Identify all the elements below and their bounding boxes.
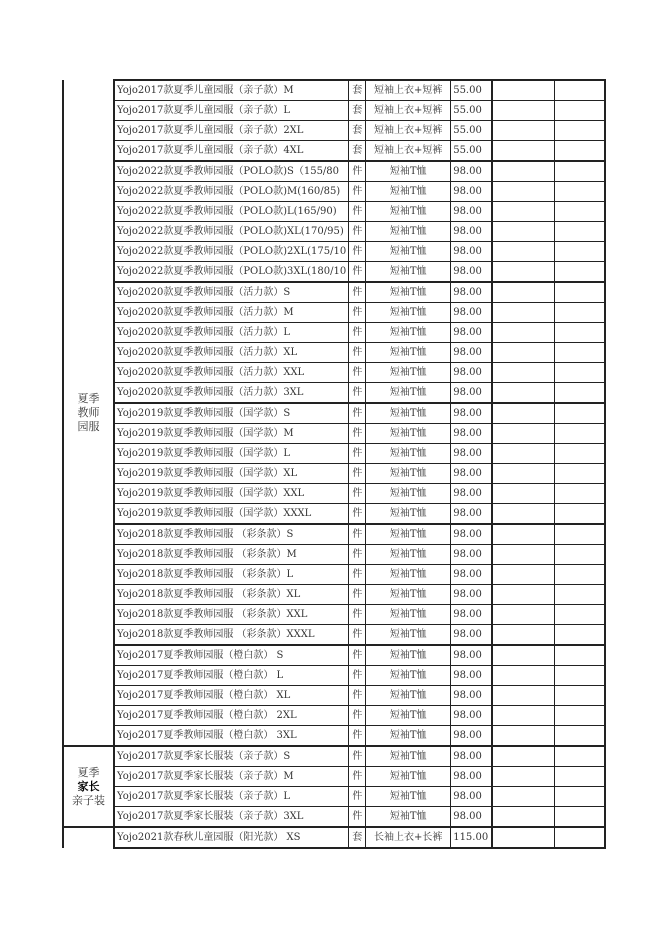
- product-type: 短袖T恤: [366, 383, 451, 404]
- product-type: 短袖T恤: [366, 161, 451, 182]
- price: 98.00: [451, 625, 492, 646]
- product-name: Yojo2017夏季教师园服（橙白款） S: [114, 645, 349, 666]
- product-type: 短袖T恤: [366, 464, 451, 484]
- empty-cell: [492, 222, 555, 242]
- table-row: [63, 282, 605, 303]
- product-type: 短袖T恤: [366, 242, 451, 262]
- product-name: Yojo2017夏季教师园服（橙白款） 2XL: [114, 706, 349, 726]
- product-name: Yojo2019款夏季教师园服（国学款）S: [114, 403, 349, 424]
- product-name: Yojo2018款夏季教师园服 （彩条款）XXL: [114, 605, 349, 625]
- empty-cell: [555, 121, 605, 141]
- unit: 套: [349, 80, 366, 101]
- price: 98.00: [451, 585, 492, 605]
- empty-cell: [555, 787, 605, 807]
- empty-cell: [555, 625, 605, 646]
- product-name: Yojo2017款夏季家长服装（亲子款）3XL: [114, 807, 349, 828]
- category-label: 夏季: [77, 765, 100, 779]
- table-row: [63, 585, 605, 605]
- empty-cell: [492, 464, 555, 484]
- table-row: [63, 545, 605, 565]
- product-name: Yojo2017夏季教师园服（橙白款） L: [114, 666, 349, 686]
- product-type: 短袖T恤: [366, 303, 451, 323]
- table-row: [63, 121, 605, 141]
- empty-cell: [555, 424, 605, 444]
- price: 55.00: [451, 80, 492, 101]
- empty-cell: [555, 767, 605, 787]
- unit: 件: [349, 484, 366, 504]
- product-name: Yojo2022款夏季教师园服（POLO款)3XL(180/10: [114, 262, 349, 283]
- table-row: [63, 424, 605, 444]
- product-name: Yojo2022款夏季教师园服（POLO款)S（155/80: [114, 161, 349, 182]
- unit: 件: [349, 202, 366, 222]
- empty-cell: [492, 161, 555, 182]
- price: 98.00: [451, 504, 492, 525]
- unit: 件: [349, 706, 366, 726]
- empty-cell: [492, 80, 555, 101]
- empty-cell: [492, 827, 555, 848]
- price: 98.00: [451, 706, 492, 726]
- price: 98.00: [451, 787, 492, 807]
- product-type: 短袖T恤: [366, 625, 451, 646]
- price: 98.00: [451, 686, 492, 706]
- product-type: 短袖上衣+短裤: [366, 80, 451, 101]
- table-row: [63, 807, 605, 828]
- empty-cell: [492, 303, 555, 323]
- table-row: [63, 101, 605, 121]
- table-row: [63, 444, 605, 464]
- price: 98.00: [451, 303, 492, 323]
- price: 98.00: [451, 444, 492, 464]
- price: 98.00: [451, 343, 492, 363]
- empty-cell: [492, 323, 555, 343]
- price: 98.00: [451, 403, 492, 424]
- price: 98.00: [451, 161, 492, 182]
- table-row: [63, 141, 605, 162]
- product-name: Yojo2022款夏季教师园服（POLO款)M(160/85): [114, 182, 349, 202]
- unit: 件: [349, 767, 366, 787]
- table-row: [63, 323, 605, 343]
- empty-cell: [555, 464, 605, 484]
- unit: 件: [349, 444, 366, 464]
- empty-cell: [555, 645, 605, 666]
- product-type: 短袖T恤: [366, 545, 451, 565]
- price: 98.00: [451, 262, 492, 283]
- price: 98.00: [451, 464, 492, 484]
- price: 98.00: [451, 565, 492, 585]
- empty-cell: [492, 545, 555, 565]
- empty-cell: [492, 746, 555, 767]
- price: 98.00: [451, 726, 492, 747]
- table-row: [63, 403, 605, 424]
- product-name: Yojo2017款夏季家长服装（亲子款）M: [114, 767, 349, 787]
- empty-cell: [492, 565, 555, 585]
- empty-cell: [492, 242, 555, 262]
- product-name: Yojo2019款夏季教师园服（国学款）XL: [114, 464, 349, 484]
- empty-cell: [555, 827, 605, 848]
- empty-cell: [555, 383, 605, 404]
- empty-cell: [555, 484, 605, 504]
- product-name: Yojo2020款夏季教师园服（活力款）3XL: [114, 383, 349, 404]
- category-cell: [63, 80, 114, 746]
- product-type: 短袖T恤: [366, 444, 451, 464]
- unit: 件: [349, 383, 366, 404]
- product-name: Yojo2017款夏季儿童园服（亲子款）4XL: [114, 141, 349, 162]
- price: 98.00: [451, 767, 492, 787]
- empty-cell: [555, 726, 605, 747]
- table-row: [63, 645, 605, 666]
- unit: 件: [349, 666, 366, 686]
- product-name: Yojo2017款夏季儿童园服（亲子款）M: [114, 80, 349, 101]
- table-row: [63, 767, 605, 787]
- empty-cell: [492, 706, 555, 726]
- empty-cell: [492, 202, 555, 222]
- product-type: 短袖T恤: [366, 767, 451, 787]
- empty-cell: [492, 585, 555, 605]
- price: 98.00: [451, 645, 492, 666]
- empty-cell: [555, 222, 605, 242]
- product-name: Yojo2018款夏季教师园服 （彩条款）M: [114, 545, 349, 565]
- unit: 件: [349, 787, 366, 807]
- empty-cell: [555, 262, 605, 283]
- product-type: 短袖T恤: [366, 403, 451, 424]
- category-cell: [63, 827, 114, 848]
- empty-cell: [492, 363, 555, 383]
- empty-cell: [555, 706, 605, 726]
- empty-cell: [492, 343, 555, 363]
- table-row: [63, 464, 605, 484]
- product-name: Yojo2017款夏季儿童园服（亲子款）L: [114, 101, 349, 121]
- empty-cell: [492, 807, 555, 828]
- table-row: [63, 80, 605, 101]
- empty-cell: [555, 282, 605, 303]
- product-name: Yojo2019款夏季教师园服（国学款）M: [114, 424, 349, 444]
- empty-cell: [555, 444, 605, 464]
- table-row: [63, 666, 605, 686]
- product-type: 短袖T恤: [366, 807, 451, 828]
- product-type: 短袖T恤: [366, 424, 451, 444]
- product-name: Yojo2022款夏季教师园服（POLO款)2XL(175/10: [114, 242, 349, 262]
- price: 98.00: [451, 807, 492, 828]
- product-type: 短袖T恤: [366, 182, 451, 202]
- category-label: 家长: [77, 779, 100, 793]
- product-name: Yojo2022款夏季教师园服（POLO款)XL(170/95): [114, 222, 349, 242]
- price: 115.00: [451, 827, 492, 848]
- table-row: [63, 827, 605, 848]
- product-name: Yojo2019款夏季教师园服（国学款）XXL: [114, 484, 349, 504]
- unit: 件: [349, 565, 366, 585]
- empty-cell: [555, 585, 605, 605]
- product-name: Yojo2021款春秋儿童园服（阳光款） XS: [114, 827, 349, 848]
- unit: 件: [349, 645, 366, 666]
- empty-cell: [492, 444, 555, 464]
- price: 98.00: [451, 524, 492, 545]
- product-type: 短袖上衣+短裤: [366, 141, 451, 162]
- table-row: [63, 242, 605, 262]
- table-row: [63, 605, 605, 625]
- unit: 件: [349, 424, 366, 444]
- price: 98.00: [451, 424, 492, 444]
- product-name: Yojo2017夏季教师园服（橙白款） 3XL: [114, 726, 349, 747]
- empty-cell: [492, 726, 555, 747]
- table-row: [63, 363, 605, 383]
- product-type: 短袖T恤: [366, 645, 451, 666]
- empty-cell: [555, 565, 605, 585]
- unit: 件: [349, 403, 366, 424]
- table-row: [63, 303, 605, 323]
- unit: 件: [349, 726, 366, 747]
- table-row: [63, 262, 605, 283]
- product-type: 短袖T恤: [366, 262, 451, 283]
- price-sheet: [62, 79, 606, 849]
- empty-cell: [555, 666, 605, 686]
- empty-cell: [492, 605, 555, 625]
- product-type: 短袖T恤: [366, 282, 451, 303]
- product-type: 短袖T恤: [366, 585, 451, 605]
- product-name: Yojo2018款夏季教师园服 （彩条款）XXXL: [114, 625, 349, 646]
- product-type: 短袖T恤: [366, 484, 451, 504]
- table-row: [63, 524, 605, 545]
- unit: 件: [349, 504, 366, 525]
- empty-cell: [555, 242, 605, 262]
- unit: 件: [349, 585, 366, 605]
- product-type: 短袖T恤: [366, 524, 451, 545]
- product-type: 短袖T恤: [366, 222, 451, 242]
- empty-cell: [555, 80, 605, 101]
- empty-cell: [492, 141, 555, 162]
- table-row: [63, 787, 605, 807]
- unit: 套: [349, 827, 366, 848]
- empty-cell: [492, 625, 555, 646]
- price: 98.00: [451, 282, 492, 303]
- unit: 件: [349, 242, 366, 262]
- category-label: 园服: [77, 419, 100, 433]
- unit: 件: [349, 161, 366, 182]
- price: 98.00: [451, 202, 492, 222]
- product-type: 短袖T恤: [366, 363, 451, 383]
- unit: 件: [349, 343, 366, 363]
- unit: 件: [349, 807, 366, 828]
- empty-cell: [555, 141, 605, 162]
- product-name: Yojo2017款夏季儿童园服（亲子款）2XL: [114, 121, 349, 141]
- unit: 件: [349, 303, 366, 323]
- table-row: [63, 746, 605, 767]
- empty-cell: [492, 524, 555, 545]
- empty-cell: [492, 282, 555, 303]
- unit: 件: [349, 222, 366, 242]
- product-type: 短袖T恤: [366, 787, 451, 807]
- empty-cell: [492, 424, 555, 444]
- unit: 件: [349, 746, 366, 767]
- category-label: 夏季: [77, 391, 100, 405]
- product-name: Yojo2018款夏季教师园服 （彩条款）L: [114, 565, 349, 585]
- product-type: 短袖T恤: [366, 323, 451, 343]
- empty-cell: [555, 323, 605, 343]
- empty-cell: [555, 161, 605, 182]
- unit: 件: [349, 282, 366, 303]
- unit: 件: [349, 545, 366, 565]
- table-row: [63, 686, 605, 706]
- product-type: 短袖T恤: [366, 343, 451, 363]
- product-name: Yojo2017款夏季家长服装（亲子款）L: [114, 787, 349, 807]
- table-row: [63, 726, 605, 747]
- empty-cell: [492, 787, 555, 807]
- empty-cell: [492, 767, 555, 787]
- empty-cell: [555, 686, 605, 706]
- price: 98.00: [451, 605, 492, 625]
- product-type: 短袖T恤: [366, 504, 451, 525]
- product-type: 短袖T恤: [366, 686, 451, 706]
- empty-cell: [555, 807, 605, 828]
- product-type: 短袖T恤: [366, 605, 451, 625]
- empty-cell: [492, 645, 555, 666]
- empty-cell: [555, 605, 605, 625]
- empty-cell: [555, 303, 605, 323]
- empty-cell: [492, 403, 555, 424]
- product-name: Yojo2020款夏季教师园服（活力款）XL: [114, 343, 349, 363]
- product-name: Yojo2017夏季教师园服（橙白款） XL: [114, 686, 349, 706]
- unit: 件: [349, 686, 366, 706]
- table-row: [63, 565, 605, 585]
- table-row: [63, 343, 605, 363]
- product-name: Yojo2019款夏季教师园服（国学款）XXXL: [114, 504, 349, 525]
- price: 98.00: [451, 666, 492, 686]
- empty-cell: [555, 504, 605, 525]
- price: 98.00: [451, 383, 492, 404]
- unit: 套: [349, 101, 366, 121]
- empty-cell: [492, 504, 555, 525]
- price: 98.00: [451, 182, 492, 202]
- empty-cell: [555, 545, 605, 565]
- table-row: [63, 484, 605, 504]
- unit: 件: [349, 323, 366, 343]
- product-type: 短袖T恤: [366, 706, 451, 726]
- product-type: 短袖T恤: [366, 202, 451, 222]
- unit: 件: [349, 605, 366, 625]
- product-name: Yojo2020款夏季教师园服（活力款）L: [114, 323, 349, 343]
- table-row: [63, 625, 605, 646]
- empty-cell: [555, 343, 605, 363]
- product-type: 短袖T恤: [366, 726, 451, 747]
- category-label: 教师: [77, 405, 100, 419]
- unit: 件: [349, 363, 366, 383]
- price: 98.00: [451, 323, 492, 343]
- empty-cell: [492, 121, 555, 141]
- product-name: Yojo2018款夏季教师园服 （彩条款）S: [114, 524, 349, 545]
- category-cell: [63, 746, 114, 827]
- empty-cell: [492, 484, 555, 504]
- product-name: Yojo2019款夏季教师园服（国学款）L: [114, 444, 349, 464]
- empty-cell: [492, 262, 555, 283]
- price: 55.00: [451, 141, 492, 162]
- unit: 件: [349, 464, 366, 484]
- table-row: [63, 706, 605, 726]
- unit: 套: [349, 141, 366, 162]
- unit: 件: [349, 182, 366, 202]
- category-label: 亲子装: [72, 793, 105, 807]
- price: 98.00: [451, 746, 492, 767]
- table-row: [63, 504, 605, 525]
- empty-cell: [555, 746, 605, 767]
- price: 98.00: [451, 222, 492, 242]
- empty-cell: [492, 666, 555, 686]
- table-row: [63, 202, 605, 222]
- empty-cell: [555, 202, 605, 222]
- empty-cell: [492, 101, 555, 121]
- price: 98.00: [451, 484, 492, 504]
- price: 98.00: [451, 363, 492, 383]
- product-name: Yojo2020款夏季教师园服（活力款）M: [114, 303, 349, 323]
- product-name: Yojo2018款夏季教师园服 （彩条款）XL: [114, 585, 349, 605]
- price: 98.00: [451, 242, 492, 262]
- price: 55.00: [451, 121, 492, 141]
- product-type: 短袖T恤: [366, 746, 451, 767]
- empty-cell: [555, 524, 605, 545]
- product-type: 短袖T恤: [366, 565, 451, 585]
- empty-cell: [555, 403, 605, 424]
- unit: 件: [349, 524, 366, 545]
- price: 98.00: [451, 545, 492, 565]
- product-type: 短袖上衣+短裤: [366, 101, 451, 121]
- empty-cell: [555, 363, 605, 383]
- empty-cell: [492, 686, 555, 706]
- product-name: Yojo2022款夏季教师园服（POLO款)L(165/90): [114, 202, 349, 222]
- unit: 件: [349, 625, 366, 646]
- product-name: Yojo2020款夏季教师园服（活力款）S: [114, 282, 349, 303]
- table-row: [63, 222, 605, 242]
- price: 55.00: [451, 101, 492, 121]
- table-row: [63, 161, 605, 182]
- product-type: 短袖T恤: [366, 666, 451, 686]
- empty-cell: [492, 182, 555, 202]
- product-name: Yojo2017款夏季家长服装（亲子款）S: [114, 746, 349, 767]
- product-type: 短袖上衣+短裤: [366, 121, 451, 141]
- empty-cell: [555, 182, 605, 202]
- table-row: [63, 182, 605, 202]
- unit: 件: [349, 262, 366, 283]
- product-type: 长袖上衣+长裤: [366, 827, 451, 848]
- product-name: Yojo2020款夏季教师园服（活力款）XXL: [114, 363, 349, 383]
- table-row: [63, 383, 605, 404]
- unit: 套: [349, 121, 366, 141]
- empty-cell: [492, 383, 555, 404]
- empty-cell: [555, 101, 605, 121]
